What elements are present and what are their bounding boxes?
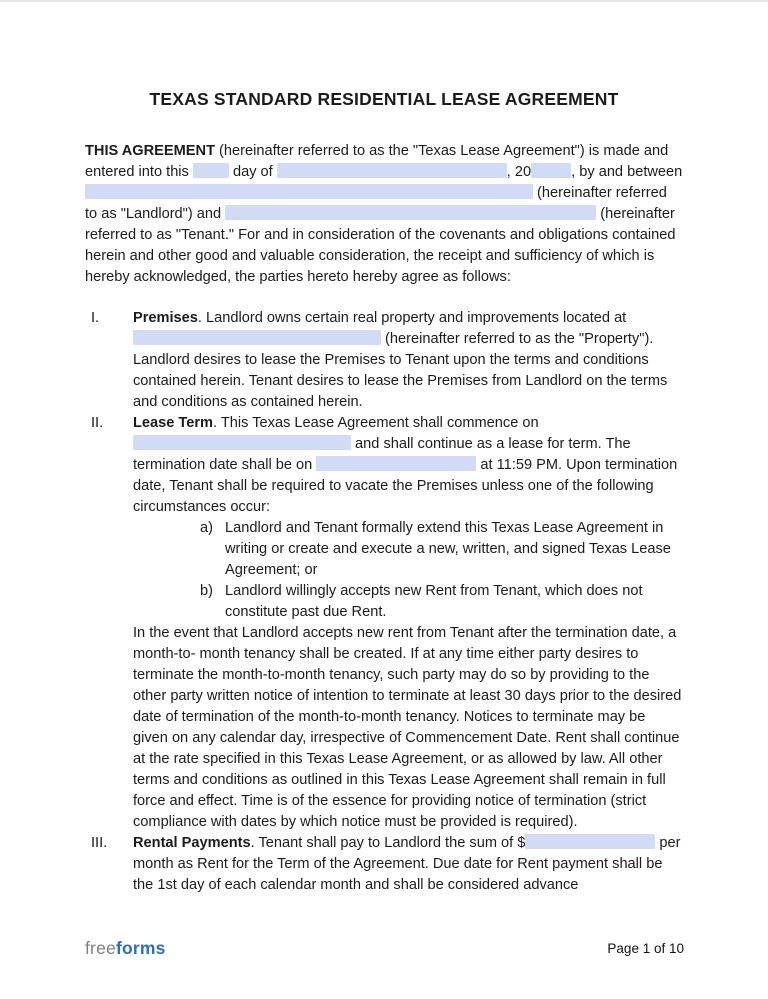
lease-term-paragraph: Lease Term. This Texas Lease Agreement shall commence on and shall continue as a lease for term. The termination date shall be on at 11:59 PM. Upon termination date, Tenant shall be required to vacate the Premises unless one of the following circumstances occur: bbox=[133, 415, 678, 515]
page-footer bbox=[85, 938, 684, 959]
fill-in-blank[interactable] bbox=[316, 456, 476, 471]
fill-in-blank[interactable] bbox=[225, 205, 596, 220]
section-numeral: I. bbox=[91, 310, 100, 326]
section-body: Rental Payments. Tenant shall pay to Landlord the sum of $ per month as Rent for the Term of the Agreement. Due date for Rent payment shall be the 1st day of each calendar month and shall be considered advance bbox=[133, 835, 681, 893]
section-numeral: III. bbox=[91, 835, 108, 851]
fill-in-blank[interactable] bbox=[133, 435, 351, 450]
fill-in-blank[interactable] bbox=[277, 163, 507, 178]
intro-paragraph: THIS AGREEMENT (hereinafter referred to as the "Texas Lease Agreement") is made and entered into this day of , 20 , by and between (hereinafter referred to as "Landlord") and (hereinafter referred to as "Tenant." For and in consideration of the covenants and obligations contained herein and other good and valuable consideration, the receipt and sufficiency of which is hereby acknowledged, the parties hereto hereby agree as follows: bbox=[85, 143, 683, 285]
lease-term-continuation: In the event that Landlord accepts new rent from Tenant after the termination date, a month-to- month tenancy shall be created. If at any time either party desires to terminate the month-to-month tenancy, such party may do so by providing to the other party written notice of intention to terminate at least 30 days prior to the desired date of termination of the month-to-month tenancy. Notices to terminate may be given on any calendar day, irrespective of Commencement Date. Rent shall continue at the rate specified in this Texas Lease Agreement, or as allowed by law. All other terms and conditions as outlined in this Texas Lease Agreement shall remain in full force and effect. Time is of the essence for providing notice of termination (strict compliance with dates by which notice must be provided is required). bbox=[133, 625, 682, 830]
subitem-b bbox=[200, 581, 683, 623]
section-premises bbox=[85, 308, 683, 413]
subitem-label: a) bbox=[200, 520, 213, 536]
freeforms-logo bbox=[85, 938, 166, 959]
bold-text: Lease Term bbox=[133, 415, 214, 431]
logo-text-forms: forms bbox=[115, 938, 166, 958]
subitem-text: Landlord willingly accepts new Rent from Tenant, which does not constitute past due Rent. bbox=[225, 583, 643, 620]
fill-in-blank[interactable] bbox=[531, 163, 571, 178]
section-body: Premises. Landlord owns certain real property and improvements located at (hereinafter referred to as the "Property"). Landlord desires to lease the Premises to Tenant upon the terms and conditions contained herein. Tenant desires to lease the Premises from Landlord on the terms and conditions as contained herein. bbox=[133, 310, 668, 410]
section-numeral: II. bbox=[91, 415, 104, 431]
section-rental-payments bbox=[85, 833, 683, 896]
bold-text: Rental Payments bbox=[133, 835, 251, 851]
subitem-label: b) bbox=[200, 583, 213, 599]
bold-text: Premises bbox=[133, 310, 198, 326]
fill-in-blank[interactable] bbox=[133, 330, 381, 345]
bold-text: THIS AGREEMENT bbox=[85, 143, 215, 159]
section-lease-term bbox=[85, 413, 683, 833]
document-title: TEXAS STANDARD RESIDENTIAL LEASE AGREEMENT bbox=[149, 89, 619, 109]
logo-text-free: free bbox=[85, 938, 116, 958]
subitem-a bbox=[200, 518, 683, 581]
section-body bbox=[133, 413, 683, 833]
fill-in-blank[interactable] bbox=[85, 184, 533, 199]
fill-in-blank[interactable] bbox=[193, 163, 229, 178]
fill-in-blank[interactable] bbox=[525, 834, 655, 849]
subitem-text: Landlord and Tenant formally extend this Texas Lease Agreement in writing or create and execute a new, written, and signed Texas Lease Agreement; or bbox=[225, 520, 671, 578]
page-number: Page 1 of 10 bbox=[607, 941, 684, 956]
